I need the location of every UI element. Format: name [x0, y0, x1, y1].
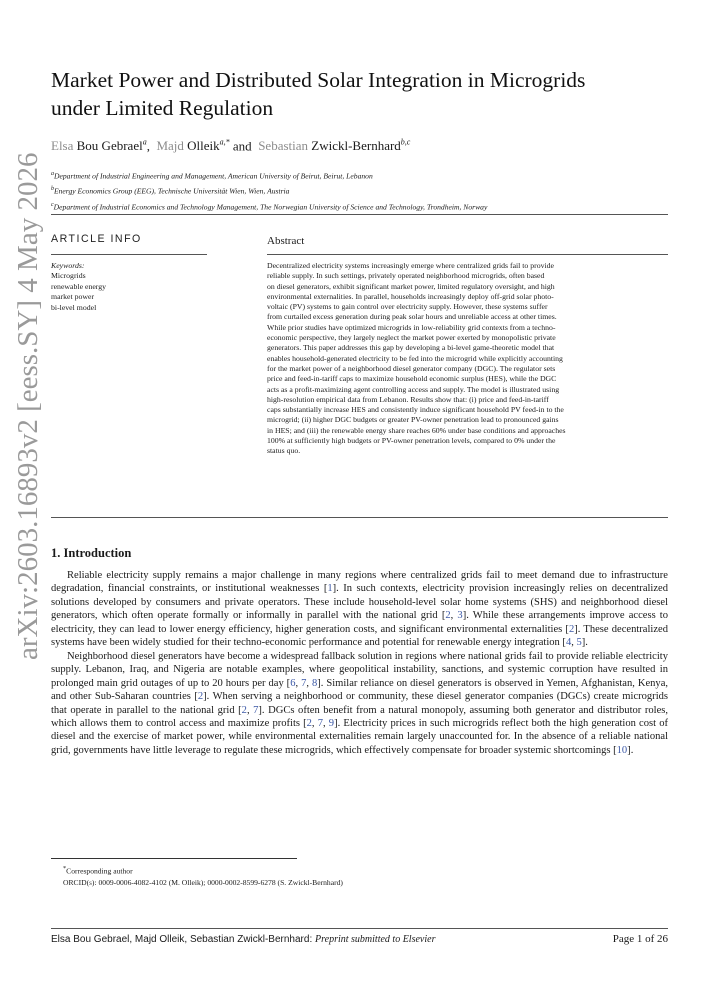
- footnote-divider: [51, 858, 297, 859]
- footnote-orcid: [63, 877, 343, 888]
- citation-link[interactable]: 2: [197, 691, 204, 703]
- orcid-label: ORCID(s):: [63, 877, 97, 887]
- orcid-text: 0009-0006-4082-4102 (M. Olleik); 0000-0002-8599-6278 (S. Zwickl-Bernhard): [98, 877, 343, 887]
- footnote-corresponding: *Corresponding author: [63, 865, 133, 876]
- page-number: Page 1 of 26: [612, 933, 668, 945]
- abstract-line: in HES; and (iii) the renewable energy share reaches 60% under base conditions and approaches: [267, 425, 566, 435]
- citation-link[interactable]: 9: [328, 717, 335, 729]
- keyword: Microgrids: [51, 271, 86, 281]
- abstract-line: for the market power of a neighborhood diesel generator company (DGC). The regulator sets: [267, 363, 556, 373]
- abstract-line: price and feed-in-tariff caps to maximize household economic surplus (HES), while the DGC: [267, 374, 557, 384]
- citation-link[interactable]: 4: [565, 637, 572, 649]
- keyword: bi-level model: [51, 302, 97, 312]
- abstract-heading: Abstract: [267, 235, 305, 247]
- author-family-name: Bou Gebrael: [76, 138, 143, 154]
- abstract-line: economic perspective, they largely neglect the market power exerted by monopolistic private: [267, 333, 556, 343]
- author-family-name: Olleik: [187, 138, 220, 154]
- affiliation-mark[interactable]: a: [142, 138, 147, 147]
- citation-link[interactable]: 7: [301, 677, 307, 689]
- abstract-line: status quo.: [267, 446, 301, 456]
- citation-link[interactable]: 3: [457, 610, 463, 622]
- keyword: market power: [51, 292, 95, 302]
- abstract-line: microgrid; (ii) higher DGC budgets or greater PV-owner penetration lead to pronounced gains: [267, 415, 559, 425]
- author-given-name: Sebastian: [258, 138, 309, 154]
- citation-link[interactable]: 10: [616, 744, 628, 756]
- citation-link[interactable]: 1: [327, 583, 333, 595]
- abstract-line: voltaic (PV) systems to gain control over electricity supply. However, these systems suffer: [267, 302, 548, 312]
- abstract-line: While prior studies have optimized microgrids in low-reliability grid contexts from a techno-: [267, 322, 556, 332]
- citation-link[interactable]: 5: [576, 637, 582, 649]
- affiliation-b: $^b$Energy Economics Group (EEG), Technische Universität Wien, Wien, Austria: [51, 186, 290, 196]
- arxiv-identifier[interactable]: arXiv:2603.16893v2 [eess.SY] 4 May 2026: [12, 152, 44, 660]
- abstract-line: on diesel generators, exhibit significant market power, limited regulatory oversight, and high: [267, 281, 555, 291]
- introduction-body: [51, 569, 668, 757]
- citation-link[interactable]: 2: [241, 704, 247, 716]
- footer-authors: Elsa Bou Gebrael, Majd Olleik, Sebastian Zwickl-Bernhard:: [51, 934, 313, 945]
- citation-link[interactable]: 2: [306, 717, 312, 729]
- footer-citation: [51, 934, 435, 945]
- author-given-name: Majd: [156, 138, 184, 154]
- abstract-line: acts as a profit-maximizing agent controlling access and supply. The model is illustrated using: [267, 384, 560, 394]
- affiliation-list: [51, 168, 487, 214]
- author-3: [258, 138, 410, 153]
- abstract-divider: [267, 254, 668, 255]
- footnotes: [63, 863, 343, 888]
- author-given-name: Elsa: [51, 138, 74, 154]
- title-line-2: under Limited Regulation: [51, 96, 274, 120]
- author-and: and: [232, 138, 252, 154]
- abstract-line: from curtailed excess generation during peak solar hours and unreliable access at other times.: [267, 312, 557, 322]
- affiliation-mark[interactable]: a,*: [219, 138, 230, 147]
- author-separator: ,: [146, 138, 150, 154]
- keywords-label: Keywords:: [51, 261, 85, 270]
- citation-link[interactable]: 8: [311, 677, 318, 689]
- keywords-block: [51, 261, 106, 313]
- abstract-line: Decentralized electricity systems increasingly emerge where centralized grids fail to provide: [267, 261, 554, 270]
- citation-link[interactable]: 7: [253, 704, 259, 716]
- paragraph-2: Neighborhood diesel generators have become a widespread fallback solution in regions where national grids fail to provide reliable electricity supply. Lebanon, Iraq, and Nigeria are notable examples, where geopolitical instability, sanctions, and systemic corruption have resulted in prolonged main grid outages of up to 20 hours per day [6, 7, 8]. Similar reliance on diesel generators is observed in Yemen, Afghanistan, Kenya, and other Sub-Saharan countries [2]. When serving a neighborhood or community, these diesel generator companies (DGCs) create microgrids that operate in parallel to the national grid [2, 7]. DGCs often benefit from a natural monopoly, assuming both generator and distributor roles, which allows them to control access and maximize profits [2, 7, 9]. Electricity prices in such microgrids reflect both the high generation cost of diesel and the exercise of market power, while environmental externalities remain largely unaccounted for. In the absence of a reliable national grid, governments have little leverage to regulate these microgrids, which effectively compensate for broader systemic shortcomings [10].: [51, 650, 669, 756]
- abstract-text: [267, 261, 668, 457]
- abstract-line: enables household-generated electricity to be fed into the microgrid while explicitly accounting: [267, 353, 563, 363]
- abstract-line: 100% at sufficiently high budgets or PV-owner penetration levels, compared to 0% under the: [267, 436, 556, 446]
- citation-link[interactable]: 2: [568, 623, 575, 635]
- abstract-end-divider: [51, 517, 668, 518]
- author-2: [156, 138, 229, 153]
- author-1: [51, 138, 147, 153]
- paragraph-1: Reliable electricity supply remains a major challenge in many regions where centralized grids fail to meet demand due to infrastructure degradation, financial constraints, or institutional weaknesses [1]. In such contexts, electricity provision increasingly relies on decentralized solutions developed by consumers and private operators. These include household-level solar home systems (SHS) and neighborhood diesel generators, which often operate formally or informally in parallel with the national grid [2, 3]. While these arrangements improve access to electricity, they can lead to lower energy efficiency, higher generation costs, and significant environmental externalities [2]. These decentralized systems have been widely studied for their techno-economic performance and potential for renewable energy integration [4, 5].: [51, 570, 669, 649]
- affiliation-a: $^a$Department of Industrial Engineering and Management, American University of Beirut, Beirut, Lebanon: [51, 171, 373, 181]
- affiliation-mark[interactable]: b,c: [400, 138, 411, 147]
- abstract-line: generators. This paper addresses this gap by developing a bi-level game-theoretic model that: [267, 343, 555, 353]
- keyword: renewable energy: [51, 281, 107, 291]
- citation-link[interactable]: 6: [290, 677, 296, 689]
- header-divider: [51, 214, 668, 215]
- title-line-1: Market Power and Distributed Solar Integration in Microgrids: [51, 68, 586, 92]
- abstract-line: reliable supply. In such settings, privately operated neighborhood microgrids, often based: [267, 271, 545, 281]
- abstract-line: high-resolution empirical data from Lebanon. Results show that: (i) price and feed-in-tariff: [267, 394, 549, 404]
- article-info-heading: ARTICLE INFO: [51, 233, 142, 245]
- footer-journal: Preprint submitted to Elsevier: [315, 934, 436, 945]
- section-heading-introduction: 1. Introduction: [51, 546, 132, 560]
- citation-link[interactable]: 7: [317, 717, 323, 729]
- affiliation-c: $^c$Department of Industrial Economics and Technology Management, The Norwegian University of Science and Technology, Trondheim, Norway: [51, 201, 488, 212]
- paper-title: [51, 66, 651, 122]
- author-family-name: Zwickl-Bernhard: [311, 138, 401, 154]
- citation-link[interactable]: 2: [445, 610, 451, 622]
- author-list: [51, 135, 410, 154]
- footer-divider: [51, 928, 668, 929]
- article-info-divider: [51, 254, 207, 255]
- abstract-line: environmental externalities. In parallel, households increasingly deploy off-grid solar photo-: [267, 291, 554, 301]
- abstract-line: caps substantially increase HES and consistently induce significant household PV feed-in to the: [267, 405, 564, 415]
